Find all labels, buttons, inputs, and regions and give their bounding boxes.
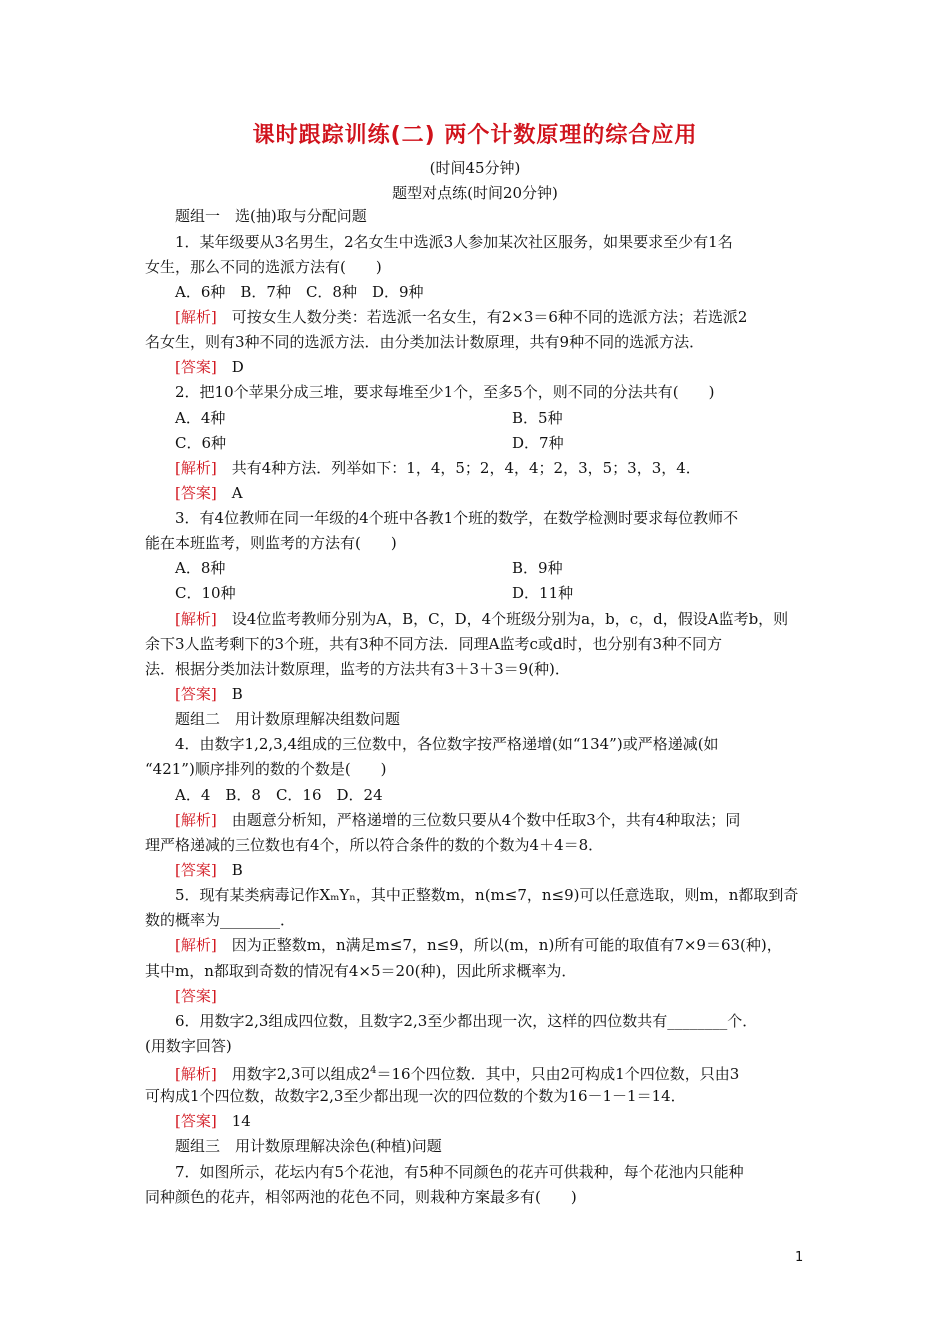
group-heading-3: 题组三 用计数原理解决涂色(种植)问题 [175,1137,442,1155]
q4-answer-value: B [231,861,243,879]
q4-options: A．4 B．8 C．16 D．24 [175,786,383,804]
q3-analysis-line1 [175,609,788,629]
section-title: 题型对点练(时间20分钟) [392,184,558,202]
q3-option-a: A．8种 [175,559,226,577]
q2-option-d: D．7种 [512,434,564,452]
answer-label: [答案] [175,987,217,1005]
answer-label: [答案] [175,1112,217,1130]
q6-answer [175,1111,251,1131]
answer-label: [答案] [175,685,217,703]
analysis-label: [解析] [175,308,217,326]
q2-answer-value: A [231,484,243,502]
q3-stem-line2: 能在本班监考，则监考的方法有( ) [145,534,397,552]
q3-analysis-line2: 余下3人监考剩下的3个班，共有3种不同方法．同理A监考c或d时，也分别有3种不同方 [145,635,723,653]
q3-option-b: B．9种 [512,559,563,577]
q7-stem-line2: 同种颜色的花卉，相邻两池的花色不同，则栽种方案最多有( ) [145,1188,577,1206]
q6-exponent: 4 [370,1065,377,1076]
q6-analysis-line1 [175,1061,739,1084]
q3-option-c: C．10种 [175,584,236,602]
q5-answer [175,986,232,1006]
q4-analysis-line1 [175,810,740,830]
page-title: 课时跟踪训练(二) 两个计数原理的综合应用 [252,123,698,148]
group-heading-2: 题组二 用计数原理解决组数问题 [175,710,401,728]
q4-stem-line2: “421”)顺序排列的数的个数是( ) [145,760,387,778]
q3-option-d: D．11种 [512,584,574,602]
q2-option-a: A．4种 [175,409,226,427]
analysis-label: [解析] [175,610,217,628]
q1-analysis-line2: 名女生，则有3种不同的选派方法．由分类加法计数原理，共有9种不同的选派方法． [145,333,705,351]
q1-options: A．6种 B．7种 C．8种 D．9种 [175,283,424,301]
analysis-label: [解析] [175,1065,217,1083]
q7-stem-line1: 7．如图所示，花坛内有5个花池，有5种不同颜色的花卉可供栽种，每个花池内只能种 [175,1163,744,1181]
q1-stem-line2: 女生，那么不同的选派方法有( ) [145,258,382,276]
analysis-label: [解析] [175,459,217,477]
answer-label: [答案] [175,861,217,879]
page-number: 1 [795,1250,804,1265]
q1-analysis-text: 可按女生人数分类：若选派一名女生，有2×3＝6种不同的选派方法；若选派2 [231,308,748,326]
q6-stem-line1: 6．用数字2,3组成四位数，且数字2,3至少都出现一次，这样的四位数共有________个． [175,1012,758,1030]
q5-analysis-line2: 其中m，n都取到奇数的情况有4×5＝20(种)，因此所求概率为． [145,962,577,980]
q1-answer [175,357,244,377]
q4-answer [175,860,243,880]
q1-answer-value: D [231,358,244,376]
analysis-label: [解析] [175,936,217,954]
q4-analysis-text: 由题意分析知，严格递增的三位数只要从4个数中任取3个，共有4种取法；同 [231,811,741,829]
time-total: (时间45分钟) [429,159,521,177]
q3-analysis-text: 设4位监考教师分别为A，B，C，D，4个班级分别为a，b，c，d，假设A监考b，则 [231,610,789,628]
q4-analysis-line2: 理严格递减的三位数也有4个，所以符合条件的数的个数为4＋4＝8． [145,836,604,854]
q5-stem-line1: 5．现有某类病毒记作XₘYₙ，其中正整数m，n(m≤7，n≤9)可以任意选取，则m，n都取到奇 [175,886,799,904]
analysis-label: [解析] [175,811,217,829]
q6-stem-line2: (用数字回答) [145,1037,232,1055]
q6-analysis-text-a: 用数字2,3可以组成2 [231,1065,371,1083]
q6-analysis-line2: 可构成1个四位数，故数字2,3至少都出现一次的四位数的个数为16－1－1＝14． [145,1087,686,1105]
q5-analysis-text: 因为正整数m，n满足m≤7，n≤9，所以(m，n)所有可能的取值有7×9＝63(种)， [231,936,782,954]
q2-option-b: B．5种 [512,409,563,427]
q2-answer [175,483,243,503]
q2-analysis-text: 共有4种方法．列举如下：1，4，5；2，4，4；2，3，5；3，3，4． [231,459,701,477]
q5-stem-line2: 数的概率为________． [145,911,296,929]
q3-answer [175,684,243,704]
q3-analysis-line3: 法．根据分类加法计数原理，监考的方法共有3＋3＋3＝9(种)． [145,660,570,678]
q2-analysis-line1 [175,458,701,478]
q3-answer-value: B [231,685,243,703]
answer-label: [答案] [175,358,217,376]
q5-analysis-line1 [175,935,782,955]
q4-stem-line1: 4．由数字1,2,3,4组成的三位数中，各位数字按严格递增(如“134”)或严格递减(如 [175,735,719,753]
q1-analysis-line1 [175,307,747,327]
q6-answer-value: 14 [231,1112,251,1130]
q2-option-c: C．6种 [175,434,227,452]
answer-label: [答案] [175,484,217,502]
q2-stem-line1: 2．把10个苹果分成三堆，要求每堆至少1个，至多5个，则不同的分法共有( ) [175,383,715,401]
q3-stem-line1: 3．有4位教师在同一年级的4个班中各教1个班的数学，在数学检测时要求每位教师不 [175,509,739,527]
q6-analysis-text-b: ＝16个四位数．其中，只由2可构成1个四位数，只由3 [376,1065,740,1083]
group-heading-1: 题组一 选(抽)取与分配问题 [175,207,367,225]
q1-stem-line1: 1．某年级要从3名男生，2名女生中选派3人参加某次社区服务，如果要求至少有1名 [175,233,733,251]
